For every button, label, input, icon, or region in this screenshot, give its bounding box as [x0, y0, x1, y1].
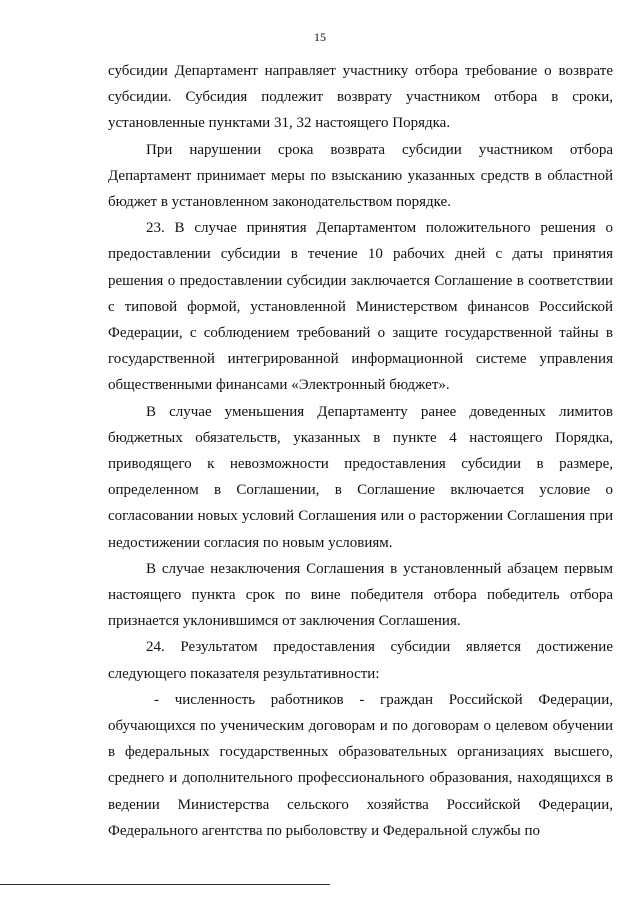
paragraph-deadline-violation: При нарушении срока возврата субсидии участником отбора Департамент принимает меры по взысканию указанных средств в областной бюджет в установленном законодательством порядке.	[108, 141, 613, 211]
page-number: 15	[314, 30, 326, 44]
list-item-employee-count-indicator: - численность работников - граждан Российской Федерации, обучающихся по ученическим договорам и по договорам о целевом обучении в федеральных государственных образовательных организациях высшего, среднего и дополнительного профессионального образования, находящихся в ведении Министерства сельского хозяйства Российской Федерации, Федерального агентства по рыболовству и Федеральной службы по	[108, 691, 613, 839]
paragraph-item-23-agreement: 23. В случае принятия Департаментом положительного решения о предоставлении субсидии в течение 10 рабочих дней с даты принятия решения о предоставлении субсидии заключается Соглашение в соответствии с типовой формой, установленной Министерством финансов Российской Федерации, с соблюдением требований о защите государственной тайны в государственной интегрированной информационной системе управления общественными финансами «Электронный бюджет».	[108, 220, 613, 394]
document-body	[108, 58, 613, 844]
paragraph-agreement-not-concluded: В случае незаключения Соглашения в установленный абзацем первым настоящего пункта срок по вине победителя отбора победитель отбора признается уклонившимся от заключения Соглашения.	[108, 560, 613, 630]
paragraph-limits-reduction: В случае уменьшения Департаменту ранее доведенных лимитов бюджетных обязательств, указанных в пункте 4 настоящего Порядка, приводящего к невозможности предоставления субсидии в размере, определенном в Соглашении, в Соглашение включается условие о согласовании новых условий Соглашения или о расторжении Соглашения при недостижении согласия по новым условиям.	[108, 403, 613, 551]
paragraph-subsidy-return-demand: субсидии Департамент направляет участнику отбора требование о возврате субсидии. Субсидия подлежит возврату участником отбора в сроки, установленные пунктами 31, 32 настоящего Порядка.	[108, 63, 613, 132]
paragraph-item-24-result: 24. Результатом предоставления субсидии является достижение следующего показателя результативности:	[108, 639, 613, 682]
footer-divider	[0, 884, 330, 885]
